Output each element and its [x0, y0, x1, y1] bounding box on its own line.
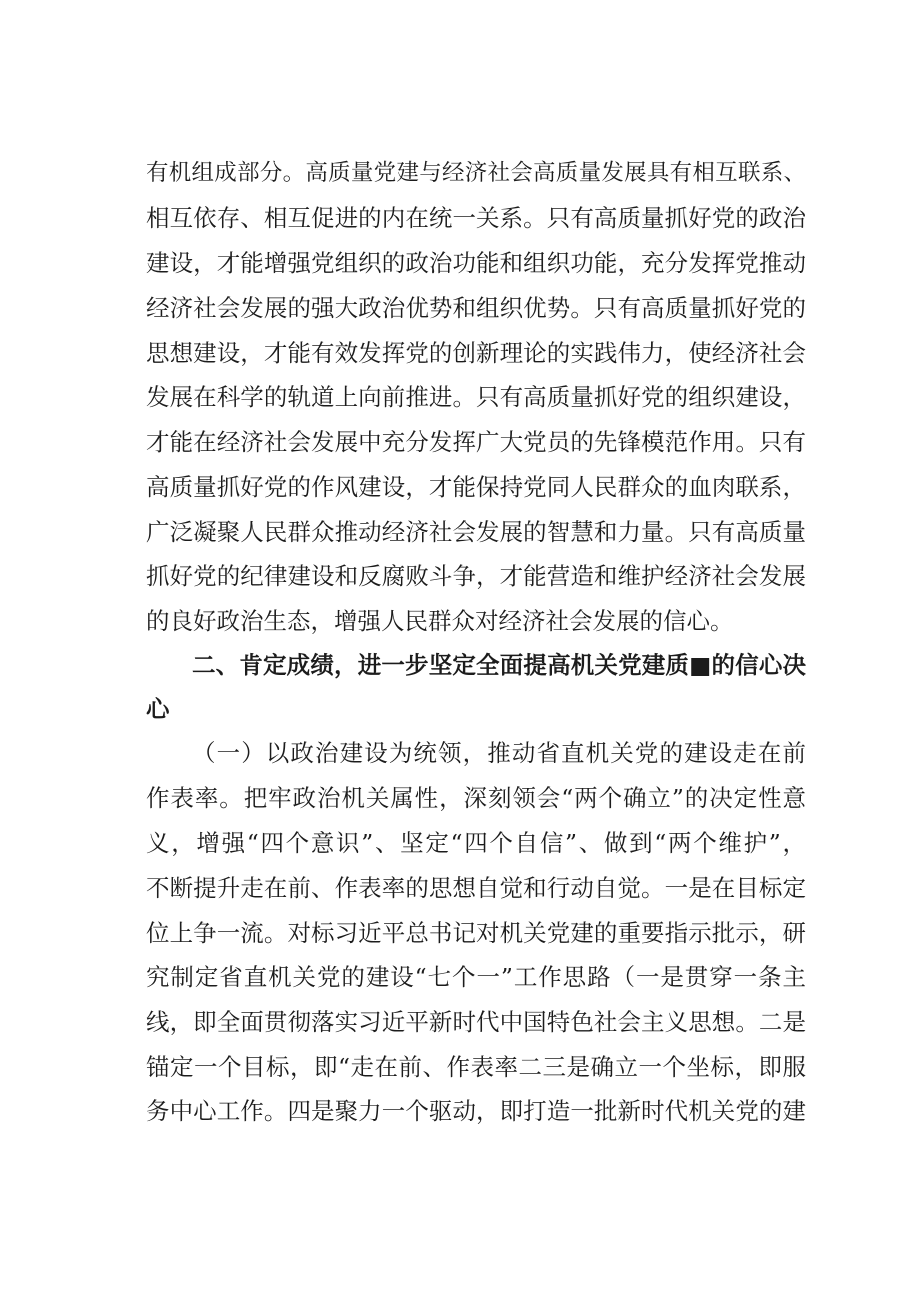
text-line: 究制定省直机关党的建设“七个一”工作思路（一是贯穿一条主 [146, 963, 806, 991]
text-line: 才能在经济社会发展中充分发挥广大党员的先锋模范作用。只有 [146, 428, 806, 456]
text-line: 有机组成部分。高质量党建与经济社会高质量发展具有相互联系、 [146, 160, 806, 186]
text-line: 经济社会发展的强大政治优势和组织优势。只有高质量抓好党的 [146, 294, 806, 322]
text-line: 义，增强“四个意识”、坚定“四个自信”、做到“两个维护”， [146, 829, 806, 857]
text-line: 线，即全面贯彻落实习近平新时代中国特色社会主义思想。二是 [146, 1008, 806, 1036]
text-line: 高质量抓好党的作风建设，才能保持党同人民群众的血肉联系， [146, 473, 806, 501]
text-line: 位上争一流。对标习近平总书记对机关党建的重要指示批示，研 [146, 919, 806, 947]
heading-line: 二、肯定成绩，进一步坚定全面提高机关党建质■的信心决 [192, 651, 806, 679]
text-line: 作表率。把牢政治机关属性，深刻领会“两个确立”的决定性意 [146, 784, 806, 812]
text-line: 的良好政治生态，增强人民群众对经济社会发展的信心。 [146, 607, 734, 635]
text-line: 建设，才能增强党组织的政治功能和组织功能，充分发挥党推动 [146, 249, 806, 277]
heading-line: 心 [146, 695, 170, 723]
text-line: 发展在科学的轨道上向前推进。只有高质量抓好党的组织建设， [146, 383, 806, 411]
text-line: 思想建设，才能有效发挥党的创新理论的实践伟力，使经济社会 [146, 339, 806, 367]
text-line: 不断提升走在前、作表率的思想自觉和行动自觉。一是在目标定 [146, 874, 806, 902]
text-line: 广泛凝聚人民群众推动经济社会发展的智慧和力量。只有高质量 [146, 518, 806, 546]
text-line: 锚定一个目标，即“走在前、作表率二三是确立一个坐标，即服 [146, 1053, 806, 1081]
text-line: 务中心工作。四是聚力一个驱动，即打造一批新时代机关党的建 [146, 1097, 806, 1125]
text-line: 抓好党的纪律建设和反腐败斗争，才能营造和维护经济社会发展 [146, 562, 806, 590]
text-line: （一）以政治建设为统领，推动省直机关党的建设走在前 [192, 739, 806, 767]
text-line: 相互依存、相互促进的内在统一关系。只有高质量抓好党的政治 [146, 204, 806, 232]
